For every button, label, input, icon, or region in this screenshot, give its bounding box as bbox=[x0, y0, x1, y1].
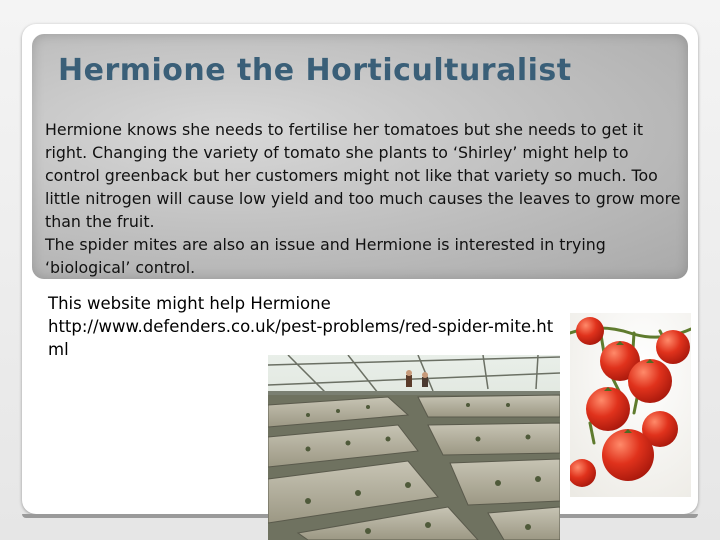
greenhouse-photo bbox=[268, 355, 560, 540]
tomato-photo bbox=[570, 313, 691, 497]
paragraph-fertiliser: Hermione knows she needs to fertilise her tomatoes but she needs to get it right. Changing the variety of tomato she plants to ‘Shirley’ might help to control greenback but her customers might not like that variety so much. Too little nitrogen will cause low yield and too much causes the leaves to grow more than the fruit. bbox=[45, 120, 681, 231]
website-intro: This website might help Hermione bbox=[48, 294, 331, 313]
slide-title: Hermione the Horticulturalist bbox=[58, 53, 572, 88]
paragraph-spider-mites: The spider mites are also an issue and Hermione is interested in trying ‘biological’ control. bbox=[45, 235, 606, 277]
website-suggestion bbox=[48, 292, 568, 361]
website-link[interactable]: http://www.defenders.co.uk/pest-problems/red-spider-mite.html bbox=[48, 317, 554, 359]
